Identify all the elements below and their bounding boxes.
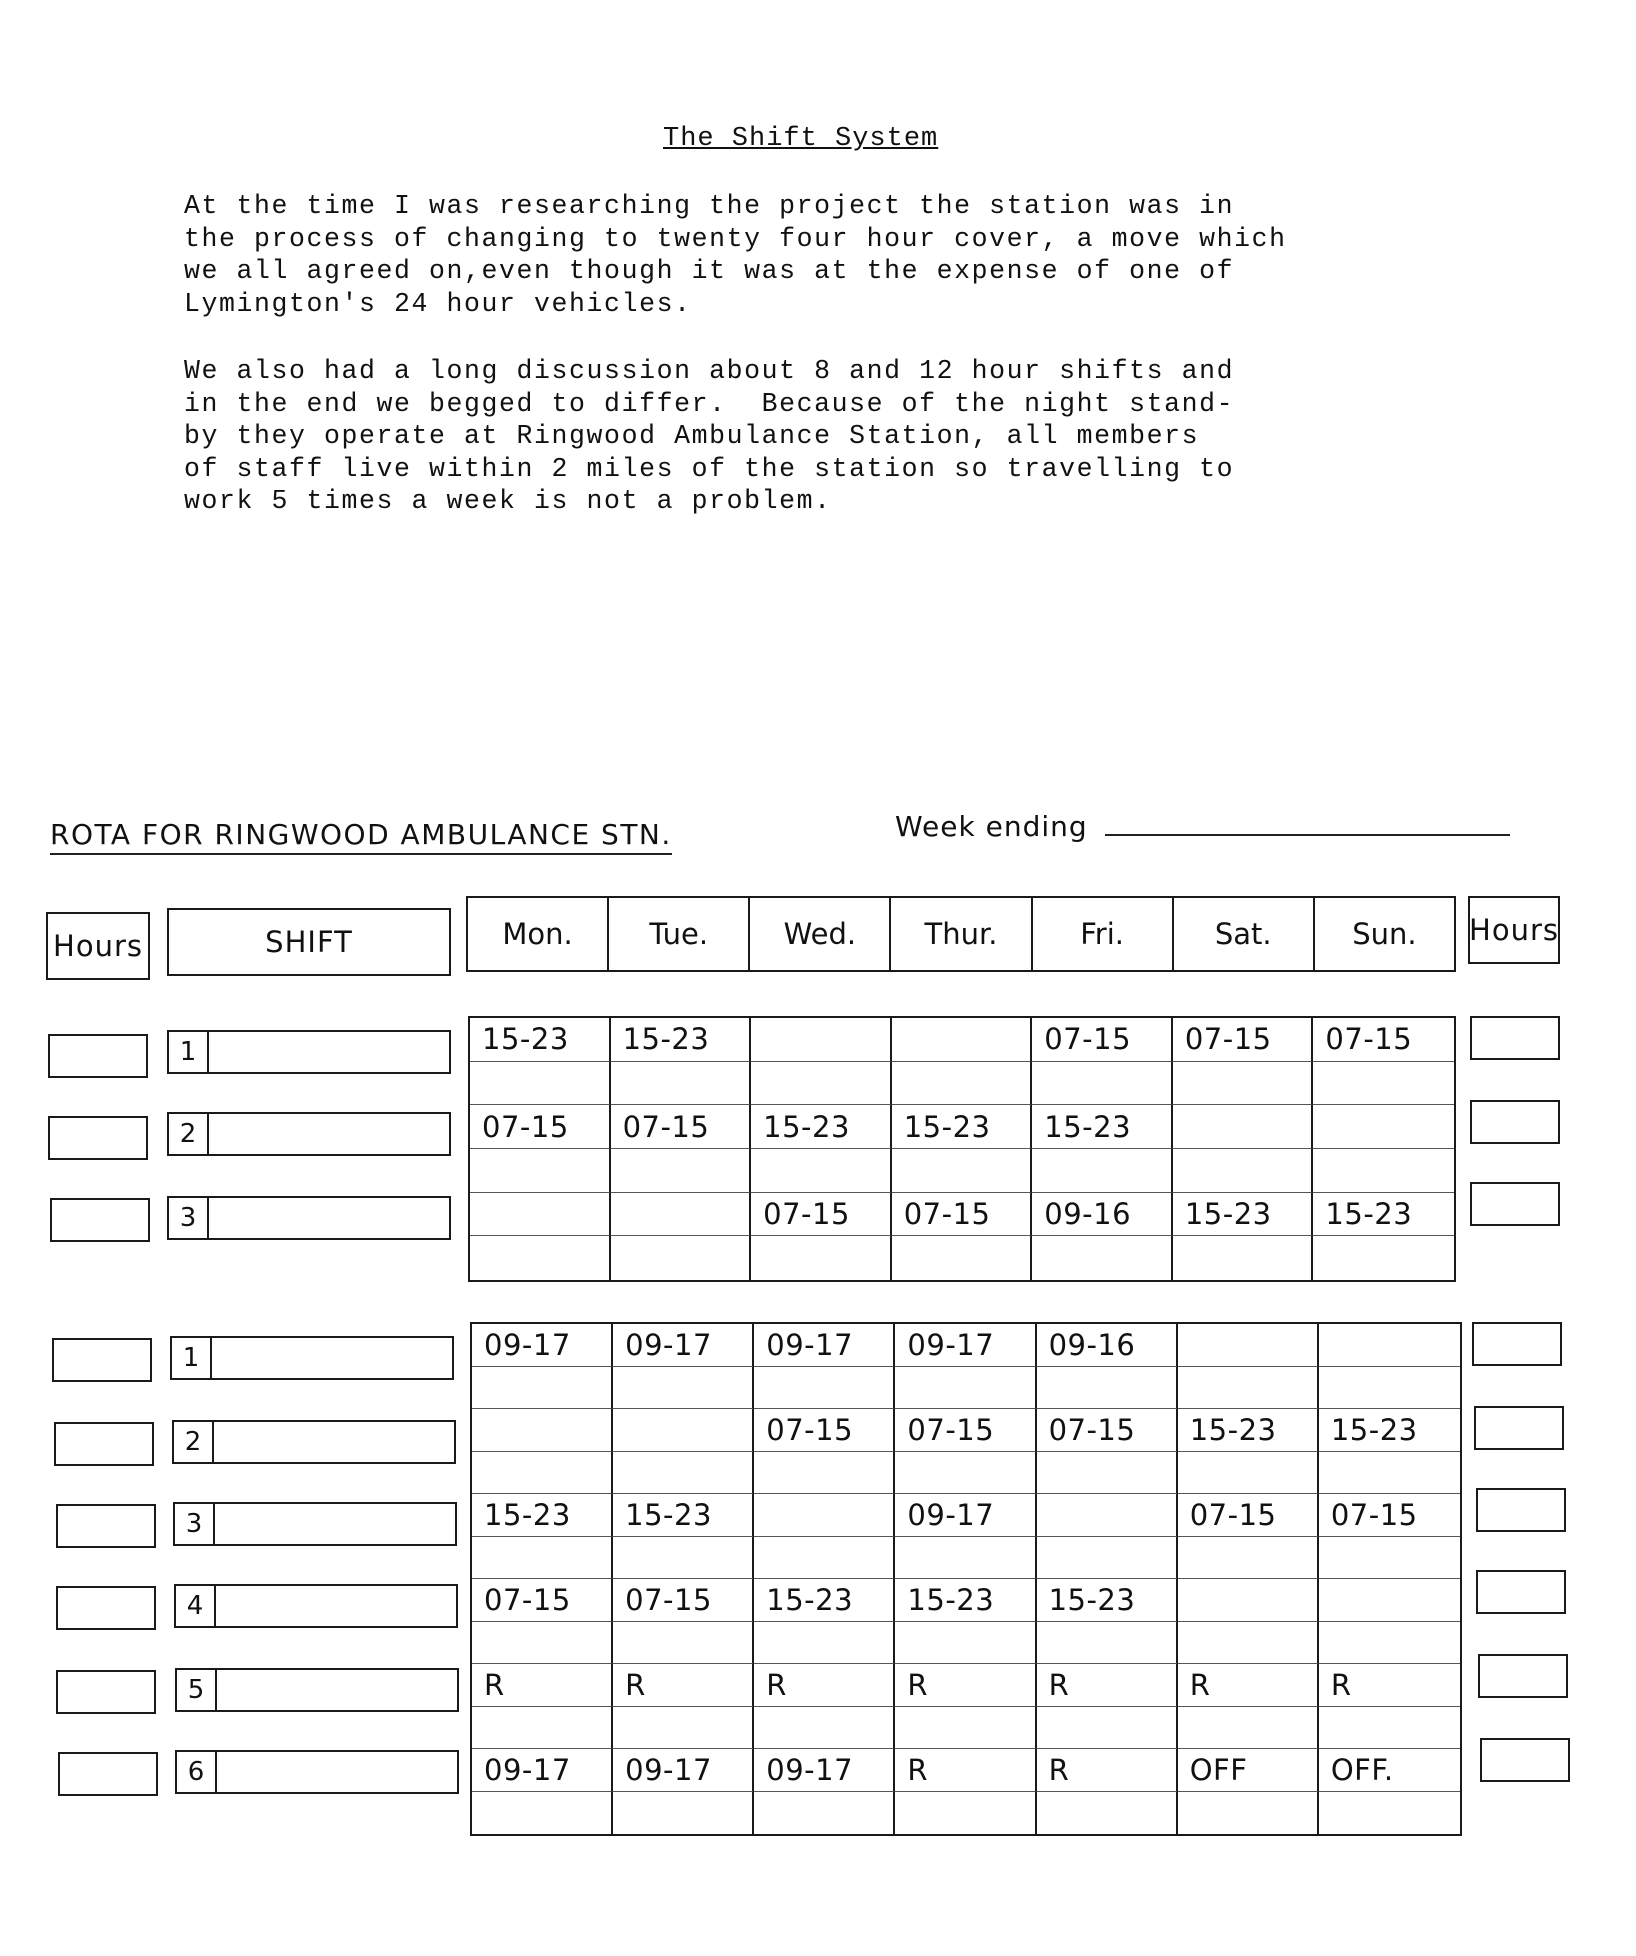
rota-cell[interactable]: [470, 1193, 611, 1237]
hours-box[interactable]: [48, 1116, 148, 1160]
rota-cell[interactable]: 09-17: [613, 1749, 754, 1792]
rota-cell[interactable]: [1313, 1105, 1454, 1149]
rota-cell[interactable]: 07-15: [613, 1579, 754, 1622]
rota-cell-blank[interactable]: [754, 1452, 895, 1495]
shift-box[interactable]: [175, 1750, 459, 1794]
rota-cell-blank[interactable]: [1037, 1622, 1178, 1665]
rota-cell[interactable]: 07-15: [1319, 1494, 1460, 1537]
rota-cell[interactable]: R: [1037, 1749, 1178, 1792]
rota-cell[interactable]: 07-15: [895, 1409, 1036, 1452]
shift-box[interactable]: [167, 1112, 451, 1156]
rota-grid-group-2: [470, 1322, 1462, 1836]
rota-cell[interactable]: 07-15: [1313, 1018, 1454, 1062]
shift-box[interactable]: [167, 1030, 451, 1074]
rota-cell-blank[interactable]: [1037, 1537, 1178, 1580]
rota-cell[interactable]: R: [895, 1664, 1036, 1707]
rota-cell-blank[interactable]: [613, 1792, 754, 1835]
rota-cell-blank[interactable]: [1319, 1452, 1460, 1495]
rota-cell[interactable]: 09-17: [613, 1324, 754, 1367]
rota-cell-blank[interactable]: [613, 1622, 754, 1665]
rota-cell-blank[interactable]: [754, 1792, 895, 1835]
rota-cell[interactable]: [754, 1494, 895, 1537]
rota-cell-blank[interactable]: [472, 1792, 613, 1835]
rota-cell-blank[interactable]: [472, 1707, 613, 1750]
rota-cell[interactable]: 15-23: [751, 1105, 892, 1149]
shift-number: 2: [174, 1422, 214, 1462]
day-header-mon: Mon.: [468, 898, 609, 970]
day-header-wed: Wed.: [750, 898, 891, 970]
hours-box-right[interactable]: [1472, 1322, 1562, 1366]
rota-cell-blank[interactable]: [472, 1537, 613, 1580]
rota-cell[interactable]: 15-23: [1178, 1409, 1319, 1452]
rota-cell-blank[interactable]: [613, 1707, 754, 1750]
rota-cell-blank[interactable]: [1178, 1452, 1319, 1495]
hours-box-right[interactable]: [1476, 1570, 1566, 1614]
hours-box[interactable]: [52, 1338, 152, 1382]
rota-cell[interactable]: 07-15: [470, 1105, 611, 1149]
shift-number: 4: [176, 1586, 216, 1626]
rota-cell[interactable]: [892, 1018, 1033, 1062]
paragraph-2: [184, 355, 1484, 518]
rota-cell-blank[interactable]: [1319, 1367, 1460, 1410]
rota-cell[interactable]: 09-17: [754, 1324, 895, 1367]
rota-cell-blank[interactable]: [1178, 1622, 1319, 1665]
shift-header: SHIFT: [167, 908, 451, 976]
rota-cell-blank[interactable]: [1037, 1367, 1178, 1410]
rota-cell-blank[interactable]: [1178, 1367, 1319, 1410]
paragraph-1: [184, 190, 1484, 320]
rota-cell-blank[interactable]: [895, 1367, 1036, 1410]
rota-cell[interactable]: R: [472, 1664, 613, 1707]
shift-number: 5: [177, 1670, 217, 1710]
rota-cell-blank[interactable]: [1178, 1792, 1319, 1835]
rota-cell-blank[interactable]: [1313, 1236, 1454, 1280]
rota-cell[interactable]: 09-17: [895, 1494, 1036, 1537]
rota-cell-blank[interactable]: [895, 1707, 1036, 1750]
rota-cell-blank[interactable]: [1032, 1062, 1173, 1106]
rota-cell-blank[interactable]: [470, 1236, 611, 1280]
shift-number: 1: [172, 1338, 212, 1378]
rota-cell[interactable]: R: [754, 1664, 895, 1707]
rota-cell[interactable]: 15-23: [1313, 1193, 1454, 1237]
hours-header-left: Hours: [46, 912, 150, 980]
rota-cell-blank[interactable]: [611, 1236, 752, 1280]
shift-number: 6: [177, 1752, 217, 1792]
rota-cell-blank[interactable]: [751, 1149, 892, 1193]
rota-cell-blank[interactable]: [751, 1062, 892, 1106]
rota-cell[interactable]: OFF.: [1319, 1749, 1460, 1792]
rota-cell-blank[interactable]: [1037, 1792, 1178, 1835]
rota-cell[interactable]: 15-23: [892, 1105, 1033, 1149]
rota-cell[interactable]: 09-16: [1032, 1193, 1173, 1237]
hours-box-right[interactable]: [1470, 1182, 1560, 1226]
rota-cell-blank[interactable]: [1037, 1707, 1178, 1750]
hours-box-right[interactable]: [1476, 1488, 1566, 1532]
rota-cell[interactable]: 07-15: [611, 1105, 752, 1149]
shift-number: 1: [169, 1032, 209, 1072]
day-header-fri: Fri.: [1033, 898, 1174, 970]
hours-box-right[interactable]: [1470, 1100, 1560, 1144]
rota-cell-blank[interactable]: [1319, 1622, 1460, 1665]
paragraph-line: the process of changing to twenty four hour cover, a move which: [184, 223, 1287, 254]
rota-cell[interactable]: R: [1178, 1664, 1319, 1707]
hours-box[interactable]: [50, 1198, 150, 1242]
rota-cell[interactable]: 15-23: [470, 1018, 611, 1062]
rota-cell[interactable]: 07-15: [754, 1409, 895, 1452]
rota-cell-blank[interactable]: [613, 1452, 754, 1495]
rota-cell[interactable]: 09-17: [472, 1324, 613, 1367]
rota-cell[interactable]: 09-17: [754, 1749, 895, 1792]
paragraph-line: work 5 times a week is not a problem.: [184, 486, 832, 516]
rota-cell[interactable]: 15-23: [613, 1494, 754, 1537]
rota-cell[interactable]: 15-23: [754, 1579, 895, 1622]
rota-cell[interactable]: OFF: [1178, 1749, 1319, 1792]
paragraph-line: At the time I was researching the project the station was in: [184, 191, 1235, 221]
paragraph-line: Lymington's 24 hour vehicles.: [184, 288, 692, 319]
rota-cell-blank[interactable]: [892, 1062, 1033, 1106]
rota-cell[interactable]: R: [895, 1749, 1036, 1792]
rota-cell[interactable]: [613, 1409, 754, 1452]
paragraph-line: of staff live within 2 miles of the station so travelling to: [184, 453, 1235, 484]
shift-box[interactable]: [173, 1502, 457, 1546]
rota-cell[interactable]: 09-17: [895, 1324, 1036, 1367]
rota-cell[interactable]: 07-15: [751, 1193, 892, 1237]
rota-cell-blank[interactable]: [1032, 1149, 1173, 1193]
rota-cell-blank[interactable]: [754, 1367, 895, 1410]
rota-cell[interactable]: [751, 1018, 892, 1062]
hours-box[interactable]: [58, 1752, 158, 1796]
day-header-row: [466, 896, 1456, 972]
hours-box-right[interactable]: [1474, 1406, 1564, 1450]
rota-cell[interactable]: 15-23: [1032, 1105, 1173, 1149]
rota-cell-blank[interactable]: [895, 1537, 1036, 1580]
day-header-tue: Tue.: [609, 898, 750, 970]
rota-cell[interactable]: 07-15: [1032, 1018, 1173, 1062]
rota-cell[interactable]: 09-16: [1037, 1324, 1178, 1367]
shift-box[interactable]: [167, 1196, 451, 1240]
rota-cell[interactable]: [1319, 1324, 1460, 1367]
rota-cell-blank[interactable]: [1032, 1236, 1173, 1280]
hours-box-right[interactable]: [1470, 1016, 1560, 1060]
day-header-sat: Sat.: [1174, 898, 1315, 970]
hours-box[interactable]: [48, 1034, 148, 1078]
paragraph-line: We also had a long discussion about 8 and 12 hour shifts and: [184, 356, 1235, 386]
rota-cell-blank[interactable]: [1178, 1537, 1319, 1580]
rota-cell[interactable]: 15-23: [1037, 1579, 1178, 1622]
rota-cell[interactable]: [472, 1409, 613, 1452]
rota-cell[interactable]: 15-23: [611, 1018, 752, 1062]
rota-cell[interactable]: 07-15: [1173, 1018, 1314, 1062]
rota-cell-blank[interactable]: [611, 1149, 752, 1193]
shift-number: 3: [175, 1504, 215, 1544]
rota-cell-blank[interactable]: [751, 1236, 892, 1280]
rota-cell-blank[interactable]: [1319, 1707, 1460, 1750]
rota-cell-blank[interactable]: [892, 1149, 1033, 1193]
hours-box[interactable]: [56, 1670, 156, 1714]
document-title: The Shift System: [663, 124, 939, 154]
shift-box[interactable]: [170, 1336, 454, 1380]
rota-cell[interactable]: 15-23: [1173, 1193, 1314, 1237]
rota-cell-blank[interactable]: [1178, 1707, 1319, 1750]
rota-cell[interactable]: R: [1319, 1664, 1460, 1707]
rota-cell-blank[interactable]: [895, 1622, 1036, 1665]
hours-box[interactable]: [56, 1504, 156, 1548]
rota-cell-blank[interactable]: [472, 1367, 613, 1410]
rota-cell-blank[interactable]: [1173, 1149, 1314, 1193]
rota-cell-blank[interactable]: [892, 1236, 1033, 1280]
rota-cell-blank[interactable]: [1313, 1062, 1454, 1106]
shift-box[interactable]: [174, 1584, 458, 1628]
rota-cell[interactable]: 07-15: [1178, 1494, 1319, 1537]
rota-cell-blank[interactable]: [611, 1062, 752, 1106]
rota-cell[interactable]: [1037, 1494, 1178, 1537]
rota-cell-blank[interactable]: [1319, 1537, 1460, 1580]
paragraph-line: by they operate at Ringwood Ambulance Station, all members: [184, 421, 1200, 451]
rota-cell[interactable]: 07-15: [1037, 1409, 1178, 1452]
rota-cell-blank[interactable]: [1173, 1236, 1314, 1280]
rota-cell[interactable]: 09-17: [472, 1749, 613, 1792]
rota-cell-blank[interactable]: [613, 1367, 754, 1410]
paragraph-line: in the end we begged to differ. Because of the night stand-: [184, 388, 1235, 419]
rota-cell[interactable]: 07-15: [472, 1579, 613, 1622]
rota-cell[interactable]: 15-23: [895, 1579, 1036, 1622]
rota-cell[interactable]: 15-23: [1319, 1409, 1460, 1452]
rota-cell[interactable]: [1173, 1105, 1314, 1149]
rota-cell-blank[interactable]: [895, 1792, 1036, 1835]
rota-cell[interactable]: [1178, 1324, 1319, 1367]
shift-number: 3: [169, 1198, 209, 1238]
rota-cell[interactable]: [1319, 1579, 1460, 1622]
shift-box[interactable]: [172, 1420, 456, 1464]
rota-cell-blank[interactable]: [1313, 1149, 1454, 1193]
week-ending-label: Week ending: [895, 810, 1088, 843]
rota-cell-blank[interactable]: [895, 1452, 1036, 1495]
hours-box-right[interactable]: [1478, 1654, 1568, 1698]
rota-cell-blank[interactable]: [754, 1622, 895, 1665]
hours-box-right[interactable]: [1480, 1738, 1570, 1782]
rota-cell[interactable]: 07-15: [892, 1193, 1033, 1237]
hours-box[interactable]: [54, 1422, 154, 1466]
rota-cell[interactable]: R: [613, 1664, 754, 1707]
rota-cell[interactable]: [1178, 1579, 1319, 1622]
rota-cell[interactable]: R: [1037, 1664, 1178, 1707]
rota-cell[interactable]: 15-23: [472, 1494, 613, 1537]
hours-header-right: Hours: [1468, 896, 1560, 964]
hours-box[interactable]: [56, 1586, 156, 1630]
rota-cell[interactable]: [611, 1193, 752, 1237]
rota-cell-blank[interactable]: [754, 1537, 895, 1580]
rota-cell-blank[interactable]: [472, 1452, 613, 1495]
paragraph-line: we all agreed on,even though it was at the expense of one of: [184, 256, 1235, 286]
day-header-thu: Thur.: [891, 898, 1032, 970]
rota-cell-blank[interactable]: [470, 1062, 611, 1106]
day-header-sun: Sun.: [1352, 917, 1417, 951]
rota-cell-blank[interactable]: [1173, 1062, 1314, 1106]
rota-cell-blank[interactable]: [470, 1149, 611, 1193]
rota-cell-blank[interactable]: [754, 1707, 895, 1750]
rota-title: ROTA FOR RINGWOOD AMBULANCE STN.: [50, 818, 672, 855]
week-ending-line: [1105, 834, 1510, 836]
rota-cell-blank[interactable]: [1319, 1792, 1460, 1835]
rota-grid-group-1: [468, 1016, 1456, 1282]
rota-cell-blank[interactable]: [613, 1537, 754, 1580]
shift-number: 2: [169, 1114, 209, 1154]
rota-cell-blank[interactable]: [472, 1622, 613, 1665]
shift-box[interactable]: [175, 1668, 459, 1712]
rota-cell-blank[interactable]: [1037, 1452, 1178, 1495]
